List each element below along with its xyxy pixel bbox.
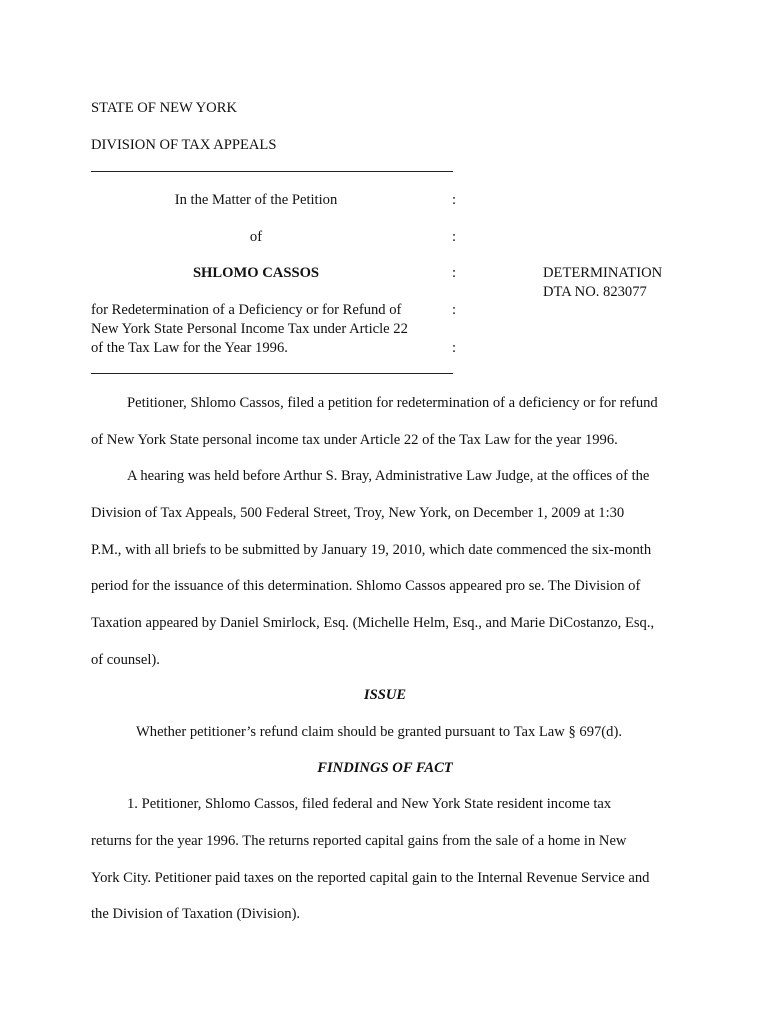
findings-line: the Division of Taxation (Division). <box>91 906 301 922</box>
intro-line: of New York State personal income tax under Article 22 of the Tax Law for the year 1996. <box>91 432 618 448</box>
issue-heading: ISSUE <box>363 687 407 703</box>
hearing-line: P.M., with all briefs to be submitted by January 19, 2010, which date commenced the six-month <box>91 542 652 558</box>
division-heading: DIVISION OF TAX APPEALS <box>91 137 277 153</box>
findings-line: returns for the year 1996. The returns reported capital gains from the sale of a home in New <box>91 833 627 849</box>
caption-colon: : <box>452 192 457 208</box>
hearing-line: A hearing was held before Arthur S. Bray, Administrative Law Judge, at the offices of the <box>127 468 650 484</box>
issue-text: Whether petitioner’s refund claim should be granted pursuant to Tax Law § 697(d). <box>136 724 622 740</box>
state-heading: STATE OF NEW YORK <box>91 100 237 116</box>
caption-description-line: of the Tax Law for the Year 1996. <box>91 340 288 356</box>
determination-label: DETERMINATION <box>543 265 663 281</box>
hearing-line: period for the issuance of this determination. Shlomo Cassos appeared pro se. The Division of <box>91 578 641 594</box>
caption-top-rule <box>91 171 453 172</box>
hearing-line: Taxation appeared by Daniel Smirlock, Esq. (Michelle Helm, Esq., and Marie DiCostanzo, Esq., <box>91 615 655 631</box>
hearing-line: Division of Tax Appeals, 500 Federal Street, Troy, New York, on December 1, 2009 at 1:30 <box>91 505 625 521</box>
intro-line: Petitioner, Shlomo Cassos, filed a petition for redetermination of a deficiency or for refund <box>127 395 658 411</box>
caption-bottom-rule <box>91 373 453 374</box>
petitioner-name: SHLOMO CASSOS <box>192 265 320 281</box>
caption-colon: : <box>452 340 457 356</box>
caption-colon: : <box>452 302 457 318</box>
caption-description-line: New York State Personal Income Tax under Article 22 <box>91 321 408 337</box>
dta-number: DTA NO. 823077 <box>543 284 647 300</box>
caption-colon: : <box>452 265 457 281</box>
caption-colon: : <box>452 229 457 245</box>
findings-heading: FINDINGS OF FACT <box>317 760 453 776</box>
matter-line: In the Matter of the Petition <box>174 192 338 208</box>
findings-line: York City. Petitioner paid taxes on the reported capital gain to the Internal Revenue Service and <box>91 870 650 886</box>
hearing-line: of counsel). <box>91 652 160 668</box>
caption-description-line: for Redetermination of a Deficiency or for Refund of <box>91 302 402 318</box>
of-line: of <box>249 229 263 245</box>
findings-line: 1. Petitioner, Shlomo Cassos, filed federal and New York State resident income tax <box>127 796 612 812</box>
